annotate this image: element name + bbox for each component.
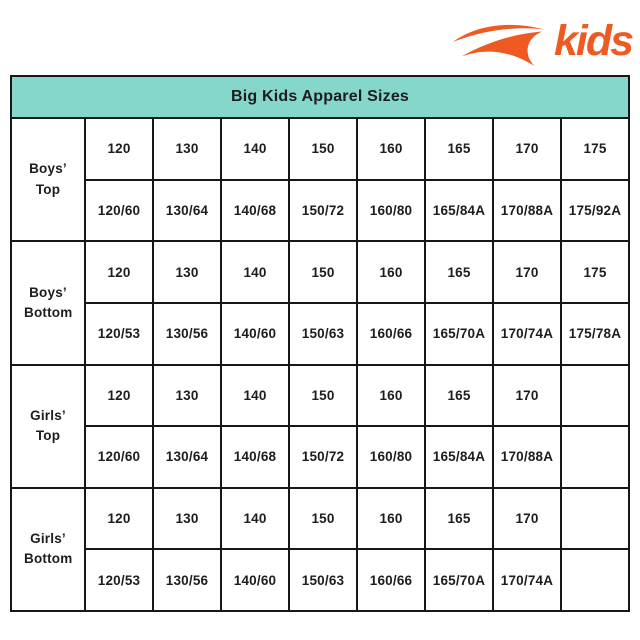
size-cell: 175 — [561, 118, 629, 180]
size-row — [11, 365, 629, 427]
size-code-cell: 165/70A — [425, 303, 493, 365]
size-cell: 170 — [493, 365, 561, 427]
size-code-row — [11, 180, 629, 242]
size-cell: 130 — [153, 118, 221, 180]
size-code-cell: 160/80 — [357, 426, 425, 488]
size-code-cell: 150/63 — [289, 303, 357, 365]
size-code-cell: 120/53 — [85, 303, 153, 365]
group-label: Girls’ Top — [11, 365, 85, 488]
size-code-cell: 120/60 — [85, 426, 153, 488]
size-code-cell: 170/88A — [493, 426, 561, 488]
size-cell: 130 — [153, 488, 221, 550]
brand-logo — [448, 18, 632, 66]
size-table — [10, 75, 630, 612]
size-code-cell — [561, 426, 629, 488]
size-cell: 160 — [357, 118, 425, 180]
size-cell: 150 — [289, 241, 357, 303]
size-code-cell: 150/63 — [289, 549, 357, 611]
size-cell: 160 — [357, 365, 425, 427]
size-cell: 140 — [221, 488, 289, 550]
table-title-row — [11, 76, 629, 118]
size-cell: 140 — [221, 241, 289, 303]
size-code-cell: 140/68 — [221, 426, 289, 488]
brand-text: kids — [553, 16, 632, 65]
table-title: Big Kids Apparel Sizes — [11, 76, 629, 118]
size-code-row — [11, 426, 629, 488]
size-cell: 165 — [425, 118, 493, 180]
size-row — [11, 118, 629, 180]
size-cell: 165 — [425, 241, 493, 303]
anta-swoosh-icon — [448, 18, 552, 66]
group-label: Boys’ Top — [11, 118, 85, 241]
size-code-cell: 130/64 — [153, 180, 221, 242]
size-code-cell: 140/60 — [221, 549, 289, 611]
size-cell: 165 — [425, 365, 493, 427]
size-cell: 130 — [153, 365, 221, 427]
size-cell: 150 — [289, 488, 357, 550]
size-cell: 130 — [153, 241, 221, 303]
size-cell: 170 — [493, 241, 561, 303]
size-code-cell: 170/74A — [493, 549, 561, 611]
size-code-cell: 140/60 — [221, 303, 289, 365]
size-cell: 160 — [357, 241, 425, 303]
size-cell: 170 — [493, 488, 561, 550]
size-code-cell: 120/53 — [85, 549, 153, 611]
size-code-cell: 175/92A — [561, 180, 629, 242]
size-code-cell: 130/56 — [153, 303, 221, 365]
size-code-row — [11, 549, 629, 611]
size-code-cell: 165/84A — [425, 180, 493, 242]
size-table-body — [11, 118, 629, 611]
size-code-cell: 170/88A — [493, 180, 561, 242]
size-cell: 160 — [357, 488, 425, 550]
size-code-cell: 150/72 — [289, 180, 357, 242]
size-cell: 120 — [85, 241, 153, 303]
size-code-cell: 175/78A — [561, 303, 629, 365]
size-cell: 140 — [221, 365, 289, 427]
group-label: Girls’ Bottom — [11, 488, 85, 611]
size-cell: 150 — [289, 365, 357, 427]
size-cell: 120 — [85, 365, 153, 427]
size-code-cell: 160/66 — [357, 549, 425, 611]
group-label: Boys’ Bottom — [11, 241, 85, 364]
size-code-cell: 165/70A — [425, 549, 493, 611]
size-code-cell — [561, 549, 629, 611]
size-cell: 165 — [425, 488, 493, 550]
size-code-cell: 120/60 — [85, 180, 153, 242]
size-code-cell: 150/72 — [289, 426, 357, 488]
size-code-cell: 165/84A — [425, 426, 493, 488]
size-cell: 120 — [85, 118, 153, 180]
size-row — [11, 241, 629, 303]
size-cell: 150 — [289, 118, 357, 180]
size-cell: 120 — [85, 488, 153, 550]
size-cell: 175 — [561, 241, 629, 303]
size-code-cell: 130/64 — [153, 426, 221, 488]
size-cell — [561, 488, 629, 550]
size-code-cell: 160/80 — [357, 180, 425, 242]
size-code-cell: 160/66 — [357, 303, 425, 365]
size-code-cell: 170/74A — [493, 303, 561, 365]
size-code-cell: 140/68 — [221, 180, 289, 242]
size-cell: 140 — [221, 118, 289, 180]
size-code-row — [11, 303, 629, 365]
size-cell: 170 — [493, 118, 561, 180]
size-row — [11, 488, 629, 550]
size-code-cell: 130/56 — [153, 549, 221, 611]
size-cell — [561, 365, 629, 427]
